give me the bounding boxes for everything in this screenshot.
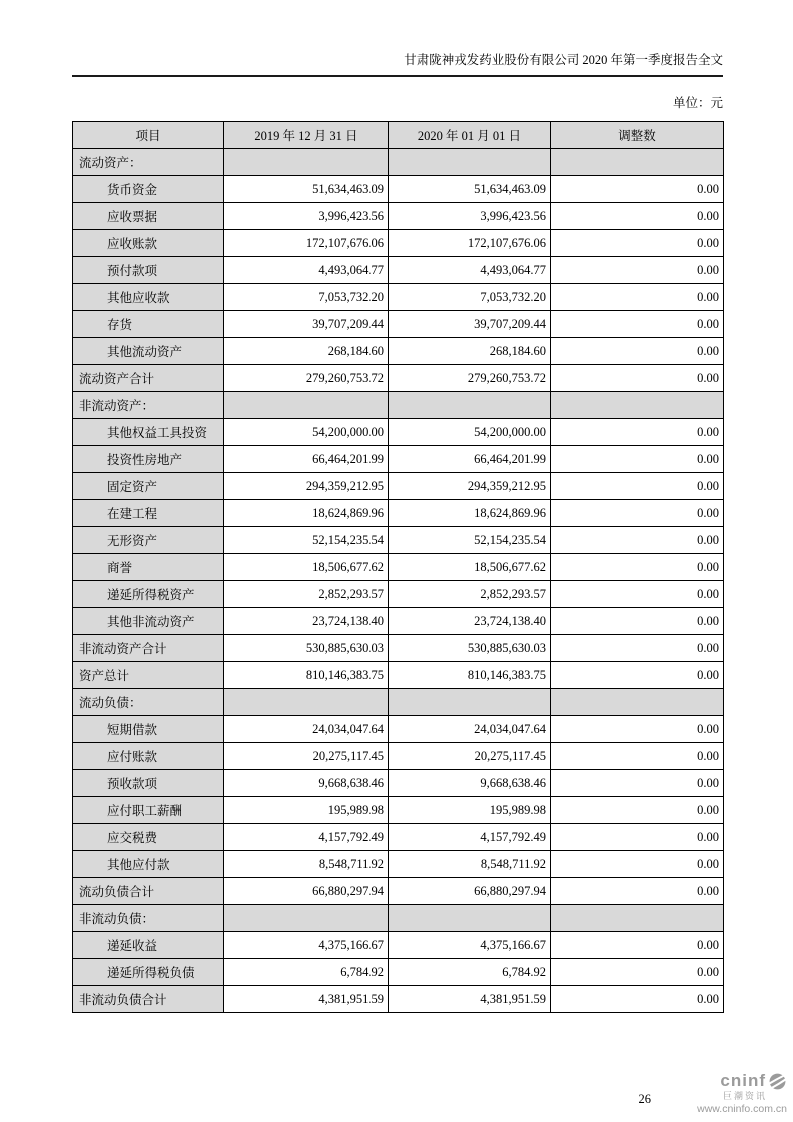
row-label-cell: 流动资产合计: [73, 365, 224, 392]
row-label-cell: 其他应收款: [73, 284, 224, 311]
adjustment-cell: 0.00: [551, 797, 724, 824]
table-row: [73, 662, 724, 689]
value-2019-cell: 268,184.60: [224, 338, 389, 365]
value-2020-cell: 7,053,732.20: [389, 284, 551, 311]
value-2019-cell: 4,375,166.67: [224, 932, 389, 959]
value-2020-cell: [389, 905, 551, 932]
adjustment-cell: 0.00: [551, 419, 724, 446]
row-label-cell: 流动负债合计: [73, 878, 224, 905]
table-row: [73, 635, 724, 662]
value-2019-cell: 4,157,792.49: [224, 824, 389, 851]
value-2019-cell: 8,548,711.92: [224, 851, 389, 878]
table-row: [73, 770, 724, 797]
value-2019-cell: 279,260,753.72: [224, 365, 389, 392]
table-row: [73, 500, 724, 527]
value-2019-cell: 810,146,383.75: [224, 662, 389, 689]
adjustment-cell: 0.00: [551, 230, 724, 257]
table-row: [73, 851, 724, 878]
column-header-adjustment: 调整数: [551, 122, 724, 149]
table-row: [73, 527, 724, 554]
value-2019-cell: 39,707,209.44: [224, 311, 389, 338]
adjustment-cell: 0.00: [551, 581, 724, 608]
table-row: [73, 878, 724, 905]
adjustment-cell: [551, 149, 724, 176]
value-2020-cell: [389, 149, 551, 176]
value-2020-cell: 810,146,383.75: [389, 662, 551, 689]
column-header-2019-12-31: 2019 年 12 月 31 日: [224, 122, 389, 149]
value-2020-cell: [389, 392, 551, 419]
table-row: [73, 257, 724, 284]
report-title: 甘肃陇神戎发药业股份有限公司 2020 年第一季度报告全文: [404, 53, 723, 67]
table-row: [73, 176, 724, 203]
value-2020-cell: 52,154,235.54: [389, 527, 551, 554]
cninfo-chinese-name: 巨潮资讯: [722, 1091, 767, 1101]
value-2020-cell: 24,034,047.64: [389, 716, 551, 743]
adjustment-cell: 0.00: [551, 554, 724, 581]
row-label-cell: 存货: [73, 311, 224, 338]
adjustment-cell: 0.00: [551, 608, 724, 635]
adjustment-cell: 0.00: [551, 500, 724, 527]
adjustment-cell: 0.00: [551, 284, 724, 311]
cninfo-logo-top: [677, 1072, 787, 1091]
row-label-cell: 流动资产：: [73, 149, 224, 176]
table-row: [73, 419, 724, 446]
value-2020-cell: 2,852,293.57: [389, 581, 551, 608]
row-label-cell: 在建工程: [73, 500, 224, 527]
value-2019-cell: 66,880,297.94: [224, 878, 389, 905]
value-2020-cell: 294,359,212.95: [389, 473, 551, 500]
value-2020-cell: 8,548,711.92: [389, 851, 551, 878]
adjustment-cell: 0.00: [551, 716, 724, 743]
page-number: 26: [638, 1092, 651, 1106]
value-2019-cell: [224, 149, 389, 176]
table-row: [73, 743, 724, 770]
row-label-cell: 其他权益工具投资: [73, 419, 224, 446]
value-2019-cell: 7,053,732.20: [224, 284, 389, 311]
cninfo-logo: [677, 1072, 787, 1115]
row-label-cell: 应付职工薪酬: [73, 797, 224, 824]
table-row: [73, 905, 724, 932]
row-label-cell: 应付账款: [73, 743, 224, 770]
row-label-cell: 短期借款: [73, 716, 224, 743]
value-2019-cell: 172,107,676.06: [224, 230, 389, 257]
adjustment-cell: [551, 392, 724, 419]
row-label-cell: 资产总计: [73, 662, 224, 689]
table-row: [73, 689, 724, 716]
value-2020-cell: 9,668,638.46: [389, 770, 551, 797]
row-label-cell: 非流动资产：: [73, 392, 224, 419]
row-label-cell: 应收账款: [73, 230, 224, 257]
adjustment-cell: 0.00: [551, 527, 724, 554]
row-label-cell: 货币资金: [73, 176, 224, 203]
value-2019-cell: 18,506,677.62: [224, 554, 389, 581]
table-row: [73, 338, 724, 365]
row-label-cell: 递延收益: [73, 932, 224, 959]
row-label-cell: 固定资产: [73, 473, 224, 500]
value-2019-cell: 6,784.92: [224, 959, 389, 986]
row-label-cell: 递延所得税资产: [73, 581, 224, 608]
table-row: [73, 824, 724, 851]
page-content: [72, 52, 723, 1106]
value-2020-cell: 3,996,423.56: [389, 203, 551, 230]
value-2019-cell: 51,634,463.09: [224, 176, 389, 203]
value-2019-cell: 195,989.98: [224, 797, 389, 824]
value-2020-cell: 6,784.92: [389, 959, 551, 986]
value-2019-cell: 66,464,201.99: [224, 446, 389, 473]
adjustment-cell: 0.00: [551, 878, 724, 905]
adjustment-cell: 0.00: [551, 932, 724, 959]
table-row: [73, 986, 724, 1013]
value-2020-cell: 54,200,000.00: [389, 419, 551, 446]
value-2020-cell: 279,260,753.72: [389, 365, 551, 392]
adjustment-cell: [551, 689, 724, 716]
value-2019-cell: 3,996,423.56: [224, 203, 389, 230]
adjustment-cell: 0.00: [551, 446, 724, 473]
value-2020-cell: 51,634,463.09: [389, 176, 551, 203]
value-2020-cell: 530,885,630.03: [389, 635, 551, 662]
value-2020-cell: 4,381,951.59: [389, 986, 551, 1013]
table-row: [73, 554, 724, 581]
value-2020-cell: [389, 689, 551, 716]
cninfo-swirl-icon: [768, 1072, 787, 1091]
adjustment-cell: 0.00: [551, 662, 724, 689]
value-2020-cell: 20,275,117.45: [389, 743, 551, 770]
row-label-cell: 非流动负债合计: [73, 986, 224, 1013]
value-2020-cell: 4,375,166.67: [389, 932, 551, 959]
adjustment-cell: [551, 905, 724, 932]
table-row: [73, 149, 724, 176]
row-label-cell: 投资性房地产: [73, 446, 224, 473]
row-label-cell: 其他非流动资产: [73, 608, 224, 635]
row-label-cell: 非流动负债：: [73, 905, 224, 932]
adjustment-cell: 0.00: [551, 635, 724, 662]
value-2020-cell: 195,989.98: [389, 797, 551, 824]
adjustment-cell: 0.00: [551, 986, 724, 1013]
column-header-2020-01-01: 2020 年 01 月 01 日: [389, 122, 551, 149]
value-2019-cell: 52,154,235.54: [224, 527, 389, 554]
value-2019-cell: 2,852,293.57: [224, 581, 389, 608]
value-2019-cell: 18,624,869.96: [224, 500, 389, 527]
value-2020-cell: 268,184.60: [389, 338, 551, 365]
table-row: [73, 392, 724, 419]
adjustment-cell: 0.00: [551, 365, 724, 392]
balance-sheet-table: [72, 121, 724, 1013]
row-label-cell: 商誉: [73, 554, 224, 581]
value-2019-cell: 4,381,951.59: [224, 986, 389, 1013]
value-2019-cell: 24,034,047.64: [224, 716, 389, 743]
value-2019-cell: [224, 905, 389, 932]
table-header-row: [73, 122, 724, 149]
value-2020-cell: 39,707,209.44: [389, 311, 551, 338]
table-row: [73, 959, 724, 986]
value-2019-cell: [224, 392, 389, 419]
table-row: [73, 932, 724, 959]
row-label-cell: 预付款项: [73, 257, 224, 284]
row-label-cell: 应收票据: [73, 203, 224, 230]
cninfo-brand-text: cninf: [720, 1071, 766, 1091]
adjustment-cell: 0.00: [551, 203, 724, 230]
row-label-cell: 预收款项: [73, 770, 224, 797]
adjustment-cell: 0.00: [551, 473, 724, 500]
adjustment-cell: 0.00: [551, 959, 724, 986]
value-2020-cell: 4,157,792.49: [389, 824, 551, 851]
table-row: [73, 203, 724, 230]
value-2019-cell: 294,359,212.95: [224, 473, 389, 500]
document-header: [72, 52, 723, 77]
table-row: [73, 311, 724, 338]
adjustment-cell: 0.00: [551, 851, 724, 878]
adjustment-cell: 0.00: [551, 743, 724, 770]
table-row: [73, 716, 724, 743]
table-row: [73, 581, 724, 608]
table-row: [73, 608, 724, 635]
column-header-item: 项目: [73, 122, 224, 149]
table-row: [73, 446, 724, 473]
adjustment-cell: 0.00: [551, 338, 724, 365]
table-body: [73, 149, 724, 1013]
value-2019-cell: 9,668,638.46: [224, 770, 389, 797]
row-label-cell: 流动负债：: [73, 689, 224, 716]
value-2020-cell: 18,506,677.62: [389, 554, 551, 581]
adjustment-cell: 0.00: [551, 257, 724, 284]
value-2019-cell: 54,200,000.00: [224, 419, 389, 446]
value-2019-cell: [224, 689, 389, 716]
row-label-cell: 其他应付款: [73, 851, 224, 878]
value-2020-cell: 4,493,064.77: [389, 257, 551, 284]
adjustment-cell: 0.00: [551, 311, 724, 338]
row-label-cell: 非流动资产合计: [73, 635, 224, 662]
row-label-cell: 应交税费: [73, 824, 224, 851]
cninfo-url: www.cninfo.com.cn: [697, 1102, 787, 1115]
value-2020-cell: 66,464,201.99: [389, 446, 551, 473]
table-row: [73, 284, 724, 311]
unit-label: 单位：元: [672, 96, 723, 110]
row-label-cell: 无形资产: [73, 527, 224, 554]
table-row: [73, 797, 724, 824]
row-label-cell: 其他流动资产: [73, 338, 224, 365]
adjustment-cell: 0.00: [551, 770, 724, 797]
value-2019-cell: 20,275,117.45: [224, 743, 389, 770]
value-2020-cell: 66,880,297.94: [389, 878, 551, 905]
value-2020-cell: 18,624,869.96: [389, 500, 551, 527]
row-label-cell: 递延所得税负债: [73, 959, 224, 986]
value-2019-cell: 23,724,138.40: [224, 608, 389, 635]
value-2019-cell: 530,885,630.03: [224, 635, 389, 662]
adjustment-cell: 0.00: [551, 176, 724, 203]
table-row: [73, 365, 724, 392]
value-2020-cell: 172,107,676.06: [389, 230, 551, 257]
value-2020-cell: 23,724,138.40: [389, 608, 551, 635]
table-row: [73, 230, 724, 257]
value-2019-cell: 4,493,064.77: [224, 257, 389, 284]
adjustment-cell: 0.00: [551, 824, 724, 851]
table-row: [73, 473, 724, 500]
